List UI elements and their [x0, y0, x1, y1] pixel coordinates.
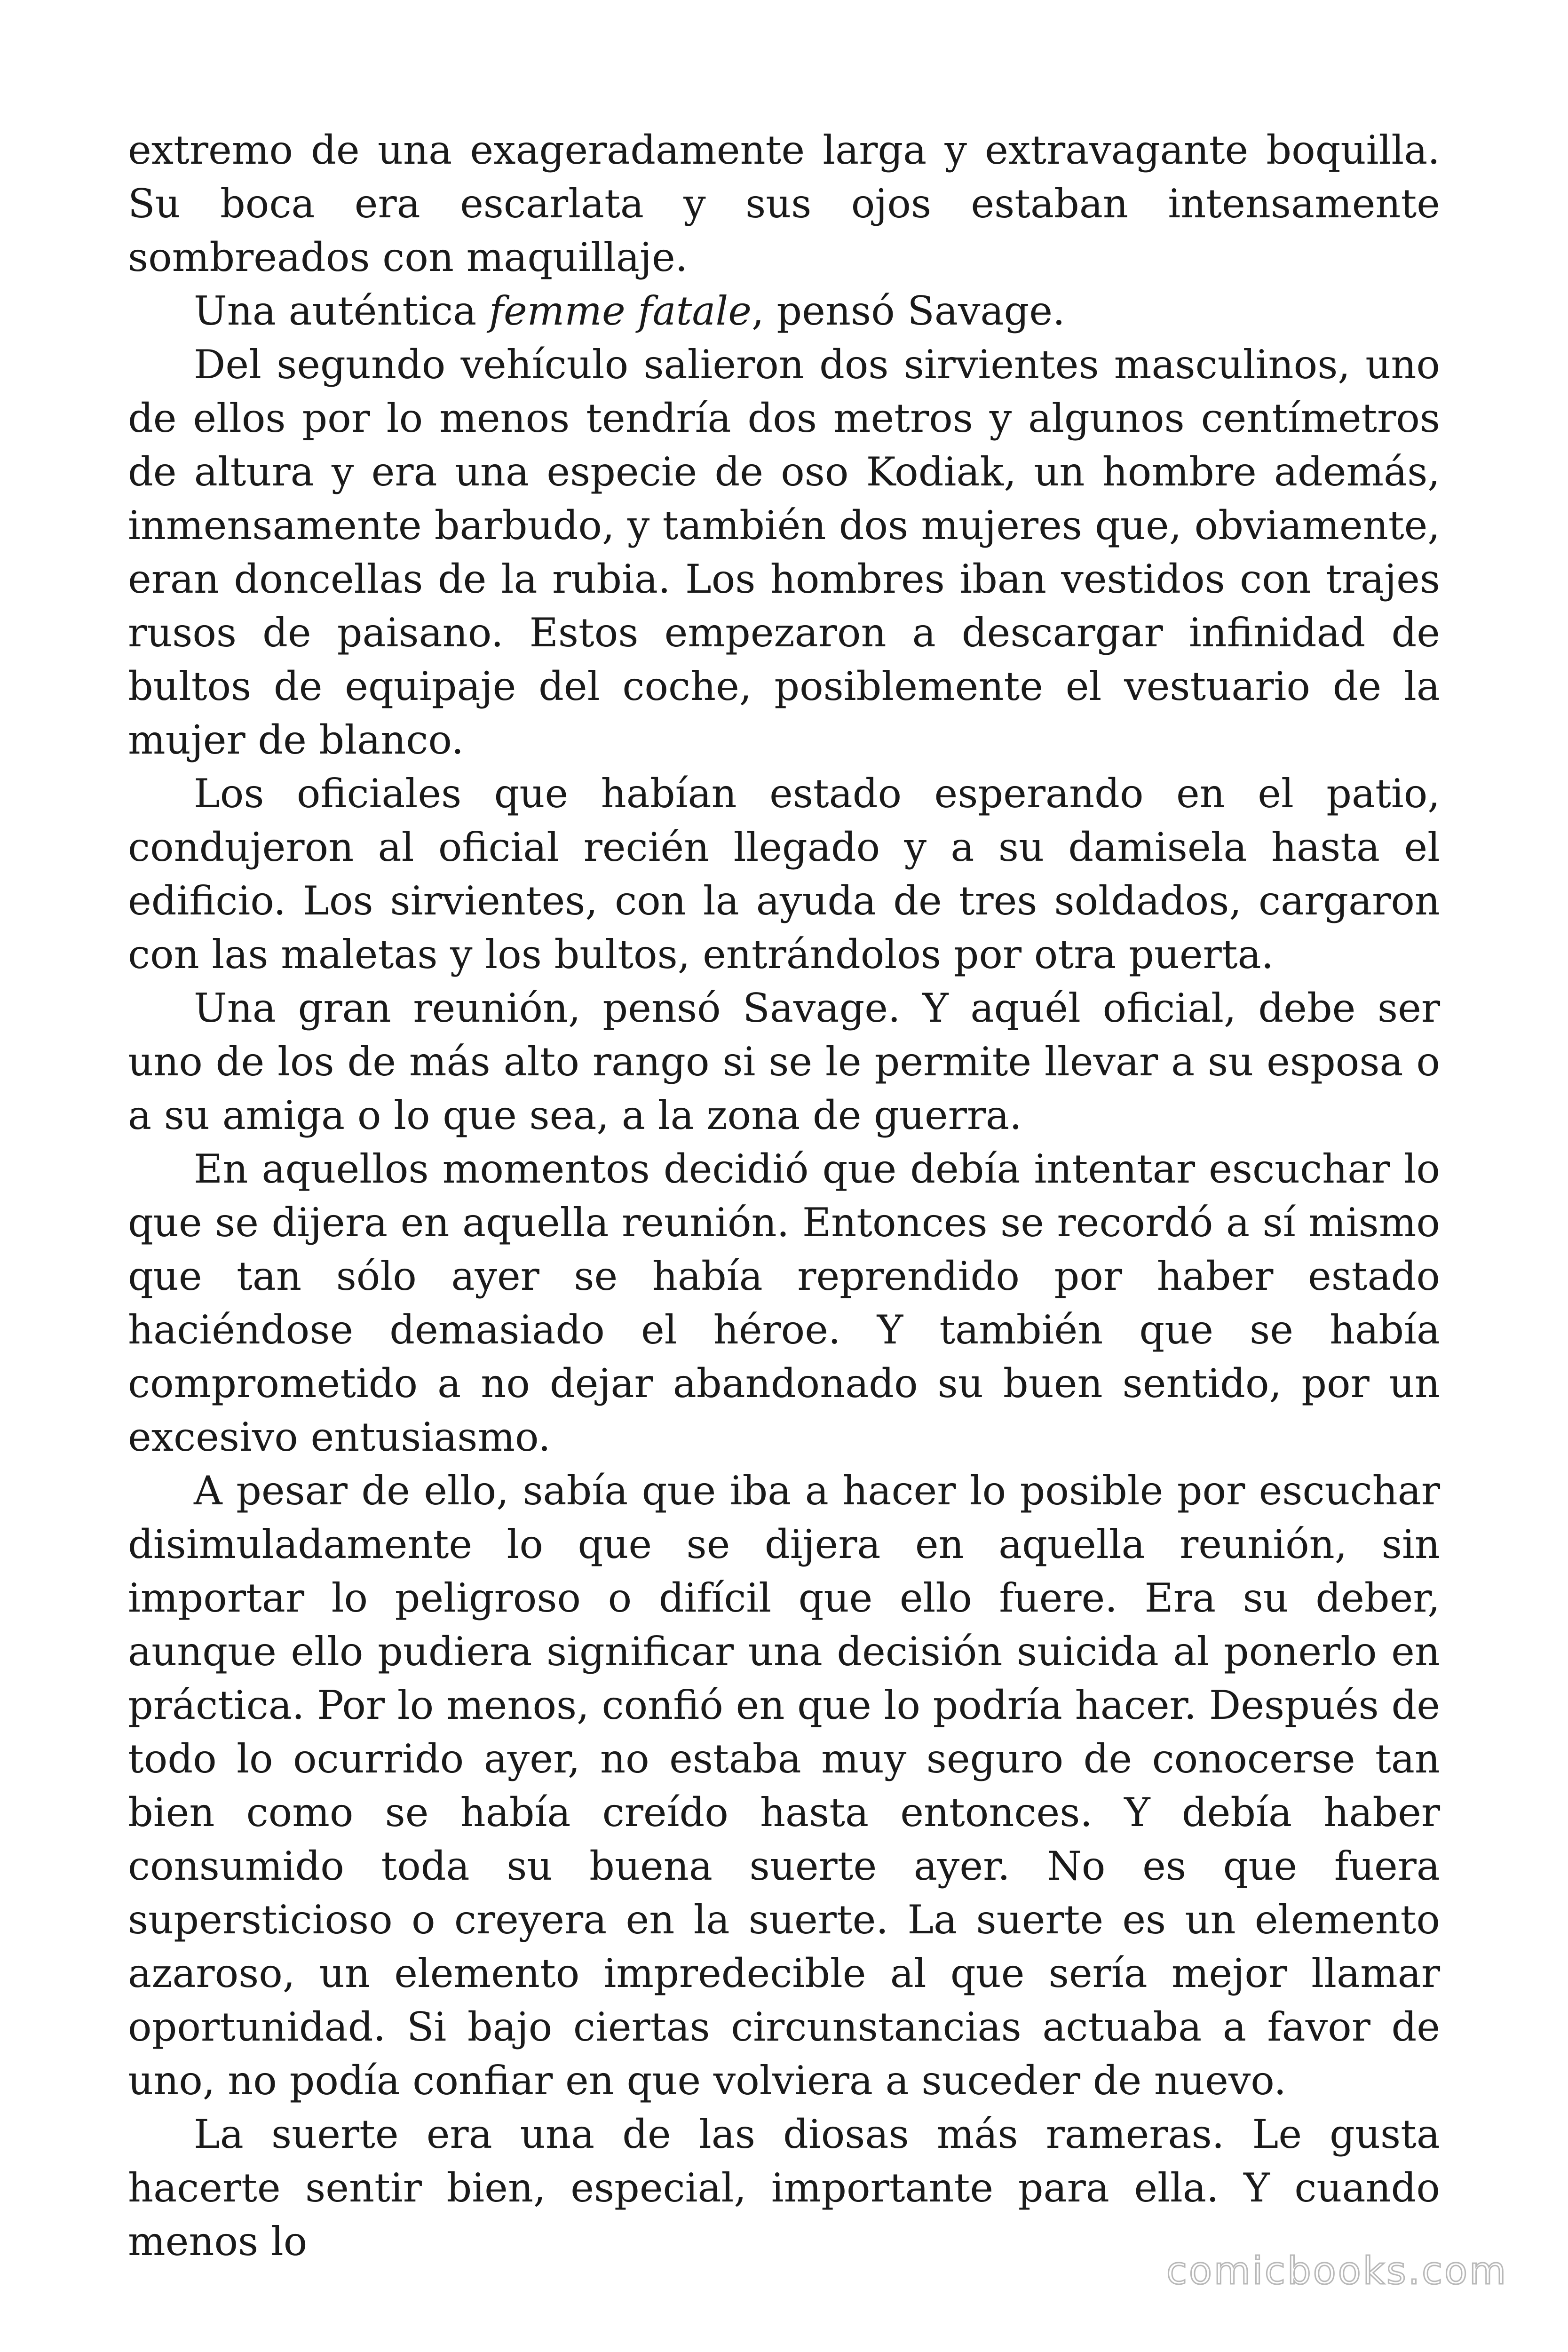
paragraph: A pesar de ello, sabía que iba a hacer lo posible por escuchar disimuladamente lo que se dijera en aquella reunión, sin importar lo peligroso o difícil que ello fuere. Era su deber, aunque ello pudiera significar una decisión suicida al ponerlo en práctica. Por lo menos, confió en que lo podría hacer. Después de todo lo ocurrido ayer, no estaba muy seguro de conocerse tan bien como se había creído hasta entonces. Y debía haber consumido toda su buena suerte ayer. No es que fuera supersticioso o creyera en la suerte. La suerte es un elemento azaroso, un elemento impredecible al que sería mejor llamar oportunidad. Si bajo ciertas circunstancias actuaba a favor de uno, no podía confiar en que volviera a suceder de nuevo.: [128, 1468, 1440, 2104]
paragraph: Una gran reunión, pensó Savage. Y aquél oficial, debe ser uno de los de más alto rango si se le permite llevar a su esposa o a su amiga o lo que sea, a la zona de guerra.: [128, 985, 1440, 1138]
paragraph-continued: extremo de una exageradamente larga y extravagante boquilla. Su boca era escarlata y sus ojos estaban intensamente sombreados con maquillaje.: [128, 127, 1440, 280]
body-text: [128, 123, 1440, 2268]
paragraph: Los oficiales que habían estado esperando en el patio, condujeron al oficial recién llegado y a su damisela hasta el edificio. Los sirvientes, con la ayuda de tres soldados, cargaron con las maletas y los bultos, entrándolos por otra puerta.: [128, 771, 1440, 977]
paragraph: Del segundo vehículo salieron dos sirvientes masculinos, uno de ellos por lo menos tendría dos metros y algunos centímetros de altura y era una especie de oso Kodiak, un hombre además, inmensamente barbudo, y también dos mujeres que, obviamente, eran doncellas de la rubia. Los hombres iban vestidos con trajes rusos de paisano. Estos empezaron a descargar infinidad de bultos de equipaje del coche, posiblemente el vestuario de la mujer de blanco.: [128, 342, 1440, 763]
paragraph: En aquellos momentos decidió que debía intentar escuchar lo que se dijera en aquella reunión. Entonces se recordó a sí mismo que tan sólo ayer se había reprendido por haber estado haciéndose demasiado el héroe. Y también que se había comprometido a no dejar abandonado su buen sentido, por un excesivo entusiasmo.: [128, 1146, 1440, 1460]
paragraph-femme-fatale: [128, 284, 1440, 338]
emphasis-text: femme fatale: [489, 288, 752, 334]
paragraph: La suerte era una de las diosas más rameras. Le gusta hacerte sentir bien, especial, importante para ella. Y cuando menos lo: [128, 2111, 1440, 2265]
paragraph-text: Una auténtica: [194, 288, 489, 334]
paragraph-text: , pensó Savage.: [751, 288, 1065, 334]
watermark: comicbooks.com: [1166, 2249, 1508, 2293]
